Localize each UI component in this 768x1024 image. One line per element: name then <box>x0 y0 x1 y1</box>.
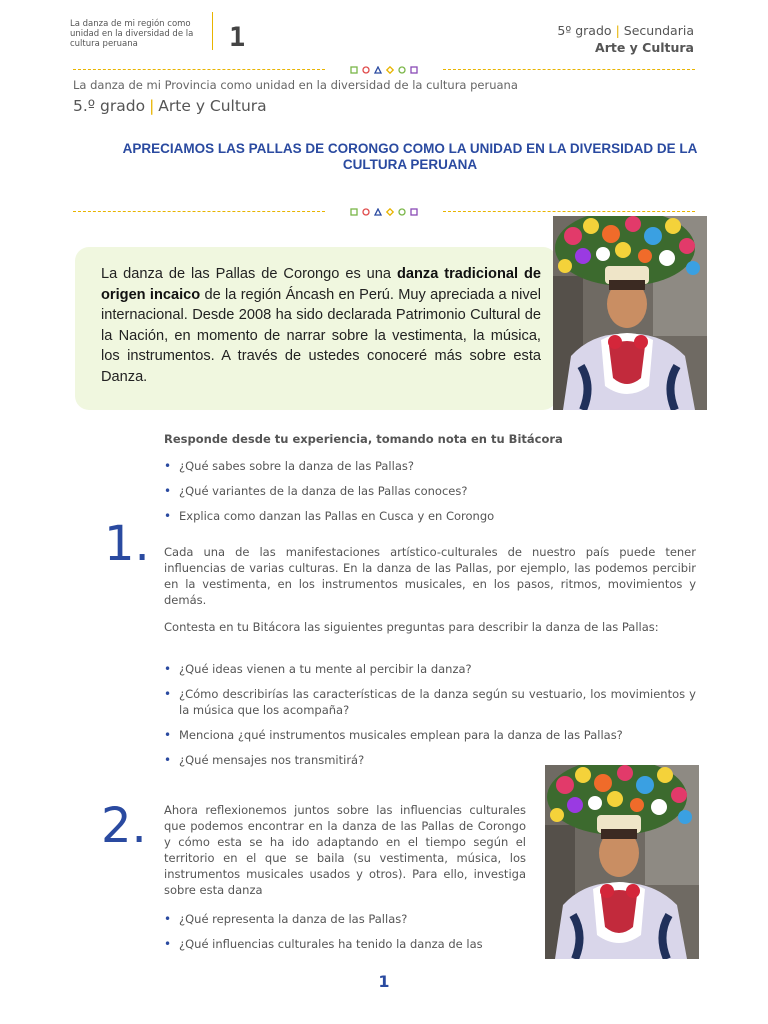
intro-text <box>101 264 541 387</box>
list-item: • ¿Cómo describirías las características de la danza según su vestuario, los movimientos y la música que los acompaña? <box>164 686 696 718</box>
header-subject: Arte y Cultura <box>595 40 694 55</box>
intro-text-part1: La danza de las Pallas de Corongo es una <box>101 266 397 282</box>
dashed-divider-top <box>73 64 695 76</box>
page-title: APRECIAMOS LAS PALLAS DE CORONGO COMO LA UNIDAD EN LA DIVERSIDAD DE LA CULTURA PERUANA <box>122 141 698 172</box>
header-divider <box>212 12 213 50</box>
section-number-2: 2. <box>101 798 147 854</box>
palla-dancer-photo <box>545 765 699 959</box>
circle-icon <box>398 66 406 74</box>
grade-separator: | <box>149 97 155 115</box>
unit-number: 1 <box>229 22 246 53</box>
circle-icon <box>362 66 370 74</box>
subject-label: Arte y Cultura <box>158 97 267 115</box>
square-icon <box>350 66 358 74</box>
page-subtitle: La danza de mi Provincia como unidad en la diversidad de la cultura peruana <box>73 78 518 92</box>
grade-line <box>73 97 267 115</box>
intro-text-part2: de la región Áncash en Perú. Muy apreciada a nivel internacional. Desde 2008 ha sido declarada Patrimonio Cultural de la Nación, en momento de narrar sobre la vestimenta, la música, los instrumentos. A través de ustedes conoceré más sobre esta Danza. <box>101 286 541 385</box>
list-item: • Explica como danzan las Pallas en Cusca y en Corongo <box>164 508 544 524</box>
grade-label: 5.º grado <box>73 97 146 115</box>
header-level: Secundaria <box>623 23 694 38</box>
list-item: • ¿Qué mensajes nos transmitirá? <box>164 752 696 768</box>
list-item: • ¿Qué ideas vienen a tu mente al percibir la danza? <box>164 661 696 677</box>
page-number: 1 <box>378 972 390 991</box>
square-icon <box>410 208 418 216</box>
diamond-icon <box>386 208 394 216</box>
section2-list <box>164 911 536 952</box>
list-item: • ¿Qué representa la danza de las Pallas? <box>164 911 536 927</box>
square-icon <box>350 208 358 216</box>
square-icon <box>410 66 418 74</box>
header-grade: 5º grado <box>557 23 612 38</box>
list-item: • Menciona ¿qué instrumentos musicales emplean para la danza de las Pallas? <box>164 727 696 743</box>
section1-paragraph: Cada una de las manifestaciones artístico-culturales de nuestro país puede tener influencias de varias culturas. En la danza de las Pallas, por ejemplo, las podemos percibir en la vestimenta, en los instrumentos musicales, en los pasos, ritmos, movimientos y demás. <box>164 545 696 607</box>
section1-instruction: Contesta en tu Bitácora las siguientes preguntas para describir la danza de las Pallas: <box>164 620 659 634</box>
list-item: • ¿Qué variantes de la danza de las Pallas conoces? <box>164 483 544 499</box>
palla-dancer-photo <box>553 216 707 410</box>
section1-list <box>164 661 696 768</box>
section2-paragraph: Ahora reflexionemos juntos sobre las influencias culturales que podemos encontrar en la danza de las Pallas de Corongo y cómo esta se ha ido adaptando en el tiempo según el territorio en el que se baila (su vestimenta, música, los instrumentos musicales usados y otros). Para ello, investiga sobre esta danza <box>164 803 526 897</box>
circle-icon <box>398 208 406 216</box>
triangle-icon <box>374 208 382 216</box>
section-number-1: 1. <box>104 516 150 572</box>
header-separator: | <box>615 23 620 38</box>
intro-text-bold: danza tradicional de origen incaico <box>101 266 541 303</box>
respond-heading: Responde desde tu experiencia, tomando nota en tu Bitácora <box>164 432 563 446</box>
circle-icon <box>362 208 370 216</box>
header-meta <box>557 22 694 56</box>
respond-list <box>164 458 544 524</box>
unit-title: La danza de mi región como unidad en la diversidad de la cultura peruana <box>70 19 194 49</box>
list-item: • ¿Qué sabes sobre la danza de las Pallas? <box>164 458 544 474</box>
list-item: • ¿Qué influencias culturales ha tenido la danza de las <box>164 936 536 952</box>
triangle-icon <box>374 66 382 74</box>
diamond-icon <box>386 66 394 74</box>
